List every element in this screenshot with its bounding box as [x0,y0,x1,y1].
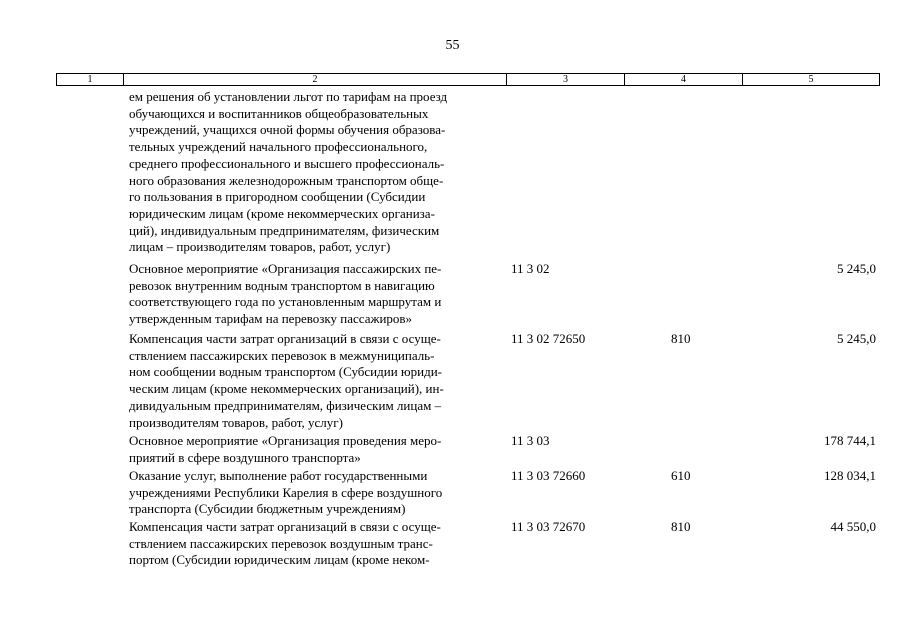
row-expense-type: 810 [671,519,691,534]
description-line: Основное мероприятие «Организация проведения меро- [129,433,442,448]
row-code: 11 3 03 72660 [511,468,586,483]
description-line: Компенсация части затрат организаций в связи с осуще- [129,519,441,534]
description-line: ствлением пассажирских перевозок воздушным транс- [129,535,433,551]
description-line: тельных учреждений начального профессионального, [129,139,428,155]
description-line: ствлением пассажирских перевозок в межмуниципаль- [129,347,435,363]
description-line: среднего профессионального и высшего профессиональ- [129,155,445,171]
row-code: 11 3 03 [511,433,550,448]
row-description [129,261,505,328]
row-amount: 5 245,0 [837,261,876,276]
header-col-1: 1 [57,74,124,85]
row-expense-type: 810 [671,331,691,346]
description-line: Оказание услуг, выполнение работ государственными [129,468,428,483]
description-line: портом (Субсидии юридическим лицам (кроме неком- [129,552,430,568]
description-line: ревозок внутренним водным транспортом в навигацию [129,277,435,293]
header-col-5: 5 [808,74,814,85]
description-line: го пользования в пригородном сообщении (Субсидии [129,189,426,205]
description-line: лицам – производителям товаров, работ, услуг) [129,239,391,255]
description-line: ном сообщении водным транспортом (Субсидии юриди- [129,364,442,380]
row-description [129,519,505,569]
row-description [129,433,505,466]
header-col-2: 2 [124,74,507,85]
description-line: ческим лицам (кроме некоммерческих организаций), ин- [129,381,444,397]
row-amount: 44 550,0 [830,519,876,534]
row-expense-type: 610 [671,468,691,483]
description-line: дивидуальным предпринимателям, физическим лицам – [129,397,442,413]
description-line: ций), индивидуальным предпринимателям, физическим [129,222,440,238]
description-line: Компенсация части затрат организаций в связи с осуще- [129,331,441,346]
description-line: юридическим лицам (кроме некоммерческих организа- [129,205,435,221]
description-line: транспорта (Субсидии бюджетным учреждениям) [129,501,406,517]
description-line: производителям товаров, работ, услуг) [129,414,343,430]
row-description [129,89,505,256]
description-line: ем решения об установлении льгот по тарифам на проезд [129,89,448,104]
description-line: учреждениями Республики Карелия в сфере воздушного [129,484,443,500]
page-number: 55 [445,38,460,53]
description-line: утвержденным тарифам на перевозку пассажиров» [129,311,413,327]
description-line: ного образования железнодорожным транспортом обще- [129,172,444,188]
header-col-3: 3 [507,74,625,85]
description-line: Основное мероприятие «Организация пассажирских пе- [129,261,442,276]
row-description [129,331,505,431]
row-code: 11 3 02 72650 [511,331,586,346]
table-header [56,73,880,86]
description-line: учреждений, учащихся очной формы обучения образова- [129,122,446,138]
header-col-4: 4 [625,74,743,85]
row-amount: 5 245,0 [837,331,876,346]
description-line: обучающихся и воспитанников общеобразовательных [129,105,429,121]
row-code: 11 3 02 [511,261,550,276]
description-line: соответствующего года по установленным маршрутам и [129,294,442,310]
row-amount: 178 744,1 [824,433,876,448]
row-code: 11 3 03 72670 [511,519,586,534]
row-amount: 128 034,1 [824,468,876,483]
row-description [129,468,505,518]
description-line: приятий в сфере воздушного транспорта» [129,449,361,465]
